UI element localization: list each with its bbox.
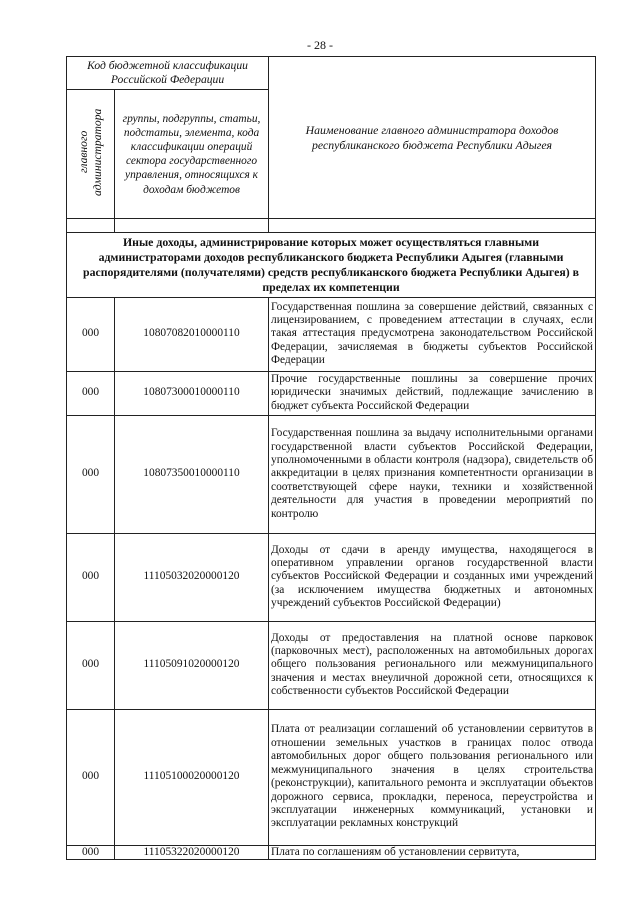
header-name-column: Наименование главного администратора доходов республиканского бюджета Республики Адыгея — [269, 57, 596, 219]
admin-code-cell: 000 — [67, 845, 115, 859]
table-row — [67, 709, 596, 845]
budget-code-cell: 11105322020000120 — [115, 845, 269, 859]
header-code-title: Код бюджетной классификации Российской Федерации — [67, 57, 269, 90]
description-cell: Государственная пошлина за выдачу исполнительными органами государственной власти субъектов Российской Федерации, уполномоченными в области контроля (надзора), свидетельств об аккредитации в целях признания компетентности организации в соответствующей сфере науки, техники и хозяйственной деятельности для участия в проведении мероприятий по контролю — [269, 415, 596, 533]
admin-code-cell: 000 — [67, 371, 115, 415]
table-row — [67, 533, 596, 621]
budget-code-cell: 10807350010000110 — [115, 415, 269, 533]
description-cell: Плата по соглашениям об установлении сервитута, — [269, 845, 596, 859]
admin-code-cell: 000 — [67, 297, 115, 371]
page-number: - 28 - — [307, 38, 333, 52]
budget-code-cell: 11105100020000120 — [115, 709, 269, 845]
section-title: Иные доходы, администрирование которых может осуществляться главными администраторами доходов республиканского бюджета Республики Адыгея (главными распорядителями (получателями) средств республиканского бюджета Республики Адыгея) в пределах их компетенции — [67, 233, 596, 297]
description-cell: Государственная пошлина за совершение действий, связанных с лицензированием, с проведением аттестации в случаях, если такая аттестация предусмотрена законодательством Российской Федерации, зачисляемая в бюджеты субъектов Российской Федерации — [269, 297, 596, 371]
budget-code-cell: 10807300010000110 — [115, 371, 269, 415]
header-number-row — [67, 219, 596, 233]
description-cell: Плата от реализации соглашений об установлении сервитутов в отношении земельных участков в границах полос отвода автомобильных дорог общего пользования регионального или межмуниципального значения в целях строительства (реконструкции), капитального ремонта и эксплуатации объектов дорожного сервиса, прокладки, переноса, переустройства и эксплуатации инженерных коммуникаций, установки и эксплуатации рекламных конструкций — [269, 709, 596, 845]
header-admin-cell — [67, 90, 115, 219]
admin-code-cell: 000 — [67, 621, 115, 709]
table-row — [67, 415, 596, 533]
budget-code-cell: 11105091020000120 — [115, 621, 269, 709]
table-row — [67, 297, 596, 371]
table-row — [67, 621, 596, 709]
budget-code-cell: 11105032020000120 — [115, 533, 269, 621]
admin-code-cell: 000 — [67, 415, 115, 533]
table-row — [67, 371, 596, 415]
table-row — [67, 845, 596, 859]
description-cell: Доходы от предоставления на платной основе парковок (парковочных мест), расположенных на автомобильных дорогах общего пользования регионального или межмуниципального значения и местах внеуличной дорожной сети, относящихся к собственности субъектов Российской Федерации — [269, 621, 596, 709]
admin-code-cell: 000 — [67, 533, 115, 621]
admin-code-cell: 000 — [67, 709, 115, 845]
header-groups-column: группы, подгруппы, статьи, подстатьи, элемента, кода классификации операций сектора государственного управления, относящихся к доходам бюджетов — [115, 90, 269, 219]
budget-classification-table — [66, 56, 596, 860]
header-admin-column: главного администратора — [76, 108, 104, 196]
description-cell: Прочие государственные пошлины за совершение прочих юридически значимых действий, подлежащие зачислению в бюджет субъекта Российской Федерации — [269, 371, 596, 415]
description-cell: Доходы от сдачи в аренду имущества, находящегося в оперативном управлении органов государственной власти субъектов Российской Федерации и созданных ими учреждений (за исключением имущества бюджетных и автономных учреждений субъектов Российской Федерации) — [269, 533, 596, 621]
budget-code-cell: 10807082010000110 — [115, 297, 269, 371]
